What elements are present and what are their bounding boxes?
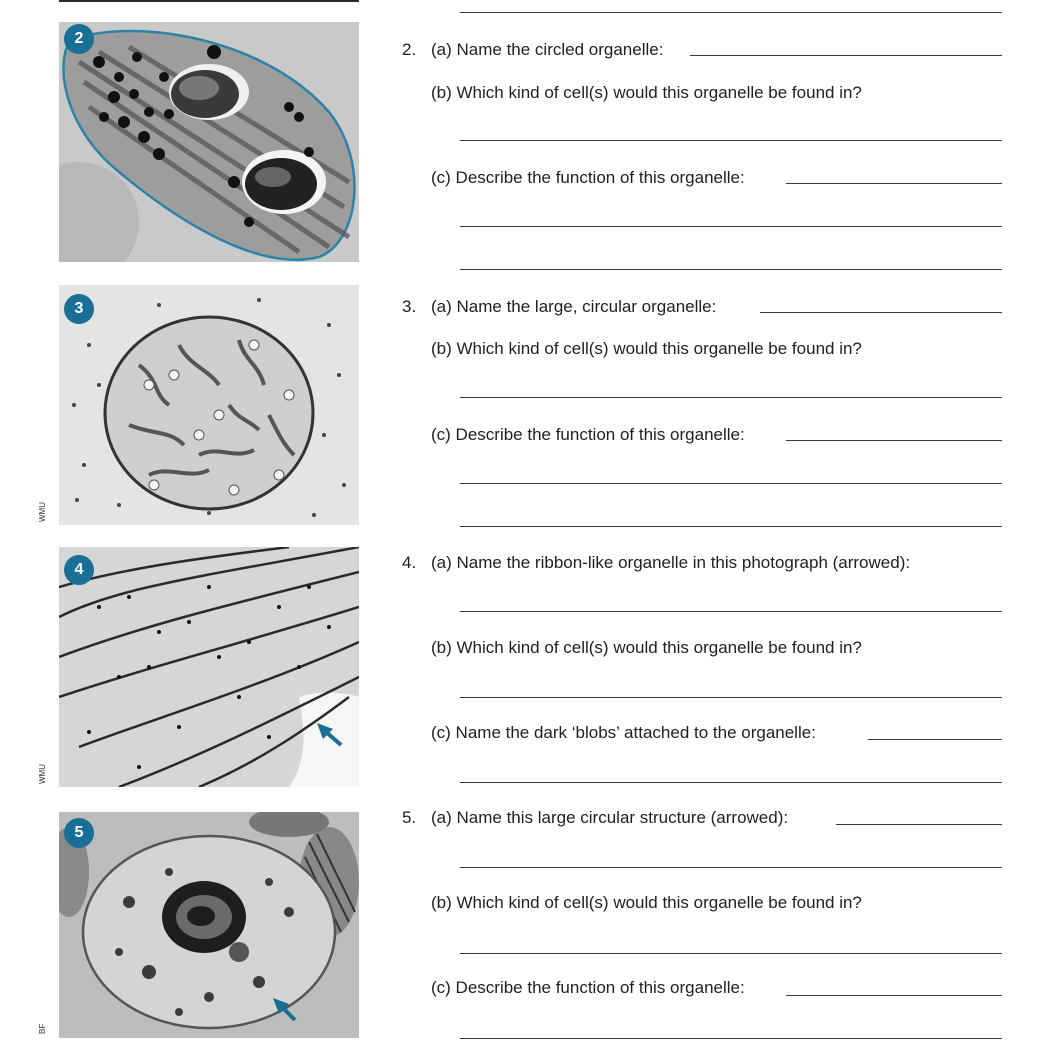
- answer-line[interactable]: [786, 995, 1002, 996]
- micrograph-chloroplast: [59, 22, 359, 262]
- micrograph-mitochondrion: [59, 285, 359, 525]
- answer-line[interactable]: [460, 867, 1002, 868]
- photo-credit: WMU: [38, 764, 47, 784]
- top-rule-left: [59, 0, 359, 2]
- answer-line[interactable]: [460, 226, 1002, 227]
- answer-line[interactable]: [460, 526, 1002, 527]
- answer-line[interactable]: [460, 782, 1002, 783]
- question-part-b: (b) Which kind of cell(s) would this organelle be found in?: [431, 339, 862, 358]
- question-part-b: (b) Which kind of cell(s) would this organelle be found in?: [431, 893, 862, 912]
- answer-line[interactable]: [460, 397, 1002, 398]
- answer-line[interactable]: [690, 55, 1002, 56]
- question-badge: 3: [64, 294, 94, 324]
- answer-line[interactable]: [760, 312, 1002, 313]
- answer-line: [460, 12, 1002, 13]
- question-badge: 4: [64, 555, 94, 585]
- answer-line[interactable]: [460, 483, 1002, 484]
- micrograph-nucleus: [59, 812, 359, 1038]
- answer-line[interactable]: [460, 269, 1002, 270]
- question-part-a: (a) Name this large circular structure (arrowed):: [431, 808, 789, 827]
- answer-line[interactable]: [460, 1038, 1002, 1039]
- question-part-a: (a) Name the circled organelle:: [431, 40, 664, 59]
- answer-line[interactable]: [836, 824, 1002, 825]
- question-part-b: (b) Which kind of cell(s) would this organelle be found in?: [431, 83, 862, 102]
- question-part-c: (c) Describe the function of this organelle:: [431, 168, 745, 187]
- question-part-c: (c) Name the dark ‘blobs’ attached to the organelle:: [431, 723, 816, 742]
- question-number: 2.: [402, 40, 417, 59]
- photo-credit: WMU: [38, 502, 47, 522]
- question-part-c: (c) Describe the function of this organelle:: [431, 425, 745, 444]
- question-number: 3.: [402, 297, 417, 316]
- question-badge: 5: [64, 818, 94, 848]
- answer-line[interactable]: [786, 183, 1002, 184]
- question-part-b: (b) Which kind of cell(s) would this organelle be found in?: [431, 638, 862, 657]
- question-part-a: (a) Name the ribbon-like organelle in this photograph (arrowed):: [431, 553, 911, 572]
- answer-line[interactable]: [868, 739, 1002, 740]
- answer-line[interactable]: [460, 953, 1002, 954]
- micrograph-endoplasmic-reticulum: [59, 547, 359, 787]
- question-part-c: (c) Describe the function of this organelle:: [431, 978, 745, 997]
- answer-line[interactable]: [460, 140, 1002, 141]
- question-badge: 2: [64, 24, 94, 54]
- question-number: 4.: [402, 553, 417, 572]
- answer-line[interactable]: [460, 697, 1002, 698]
- question-part-a: (a) Name the large, circular organelle:: [431, 297, 717, 316]
- question-number: 5.: [402, 808, 417, 827]
- photo-credit: BF: [38, 1023, 47, 1034]
- answer-line[interactable]: [786, 440, 1002, 441]
- answer-line[interactable]: [460, 611, 1002, 612]
